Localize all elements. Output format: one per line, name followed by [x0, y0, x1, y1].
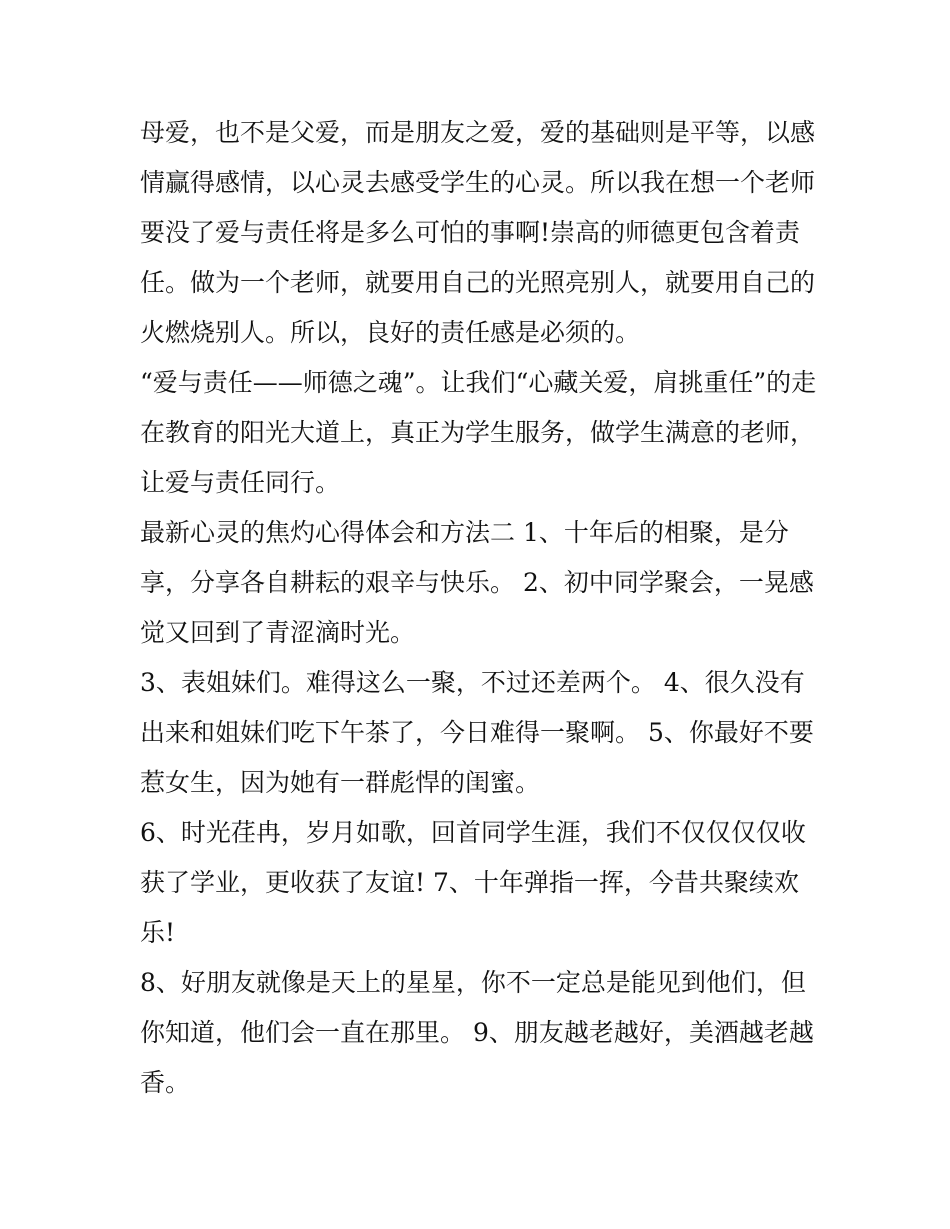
text-line: 3、表姐妹们。难得这么一聚，不过还差两个。 4、很久没有: [140, 668, 805, 697]
document-body: [140, 108, 820, 1108]
text-line: 任。做为一个老师，就要用自己的光照亮别人，就要用自己的: [140, 268, 816, 297]
text-line: 惹女生，因为她有一群彪悍的闺蜜。: [140, 768, 541, 797]
text-line: 出来和姐妹们吃下午茶了，今日难得一聚啊。 5、你最好不要: [140, 718, 814, 747]
text-line: 8、好朋友就像是天上的星星，你不一定总是能见到他们，但: [140, 968, 806, 997]
text-line: 乐!: [140, 918, 176, 947]
text-line: 你知道，他们会一直在那里。 9、朋友越老越好，美酒越老越: [140, 1018, 814, 1047]
text-line: 火燃烧别人。所以，良好的责任感是必须的。: [140, 318, 641, 347]
text-line: 6、时光荏冉，岁月如歌，回首同学生涯，我们不仅仅仅仅收: [140, 818, 806, 847]
text-line: 让爱与责任同行。: [140, 468, 341, 497]
text-line: 最新心灵的焦灼心得体会和方法二 1、十年后的相聚，是分: [140, 518, 789, 547]
text-line: 要没了爱与责任将是多么可怕的事啊!崇高的师德更包含着责: [140, 218, 801, 247]
text-line: 情赢得感情，以心灵去感受学生的心灵。所以我在想一个老师: [140, 168, 816, 197]
text-line: 母爱，也不是父爱，而是朋友之爱，爱的基础则是平等，以感: [140, 118, 816, 147]
text-line: “爱与责任——师德之魂”。让我们“心藏关爱，肩挑重任”的走: [140, 368, 817, 397]
text-line: 香。: [140, 1068, 191, 1097]
text-line: 获了学业，更收获了友谊! 7、十年弹指一挥，今昔共聚续欢: [140, 868, 799, 897]
text-line: 享，分享各自耕耘的艰辛与快乐。 2、初中同学聚会，一晃感: [140, 568, 814, 597]
text-line: 在教育的阳光大道上，真正为学生服务，做学生满意的老师，: [140, 418, 816, 447]
text-line: 觉又回到了青涩滴时光。: [140, 618, 416, 647]
